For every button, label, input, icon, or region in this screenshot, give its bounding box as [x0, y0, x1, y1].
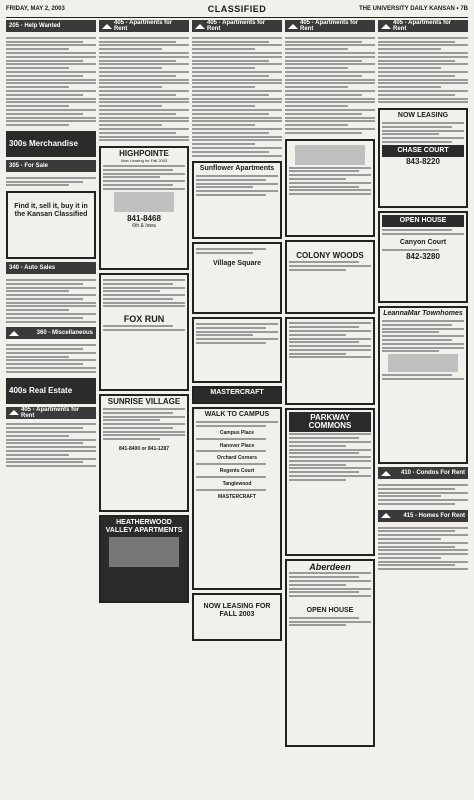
column-3: [192, 20, 282, 796]
open-house-title: OPEN HOUSE: [382, 215, 464, 227]
highpointe-phone: 841-8468: [127, 213, 161, 223]
highpointe-title: HIGHPOINTE: [119, 149, 169, 159]
columns: [6, 20, 470, 796]
leanna-mar-ad: [378, 306, 468, 464]
header-paper: THE UNIVERSITY DAILY KANSAN • 7B: [358, 6, 468, 12]
mastercraft-sub: MASTERCRAFT: [217, 493, 257, 500]
section-apts-rent-c4: 405 - Apartments for Rent: [285, 20, 375, 32]
highpointe-ad: [99, 146, 189, 270]
homes-listings-c5: [378, 525, 468, 572]
fall-leasing-title: NOW LEASING FOR FALL 2003: [203, 603, 271, 619]
misc-listings: [6, 342, 96, 374]
section-for-sale: 305 - For Sale: [6, 160, 96, 172]
colony-woods-title: COLONY WOODS: [296, 250, 364, 260]
condos-listings: [378, 482, 468, 507]
section-apts-rent-c1: 405 - Apartments for Rent: [6, 407, 96, 419]
hanover-title: Hanover Place: [219, 442, 255, 449]
heatherwood-title: HEATHERWOOD VALLEY APARTMENTS: [105, 519, 183, 535]
header-section: CLASSIFIED: [207, 4, 267, 14]
page-header: [6, 4, 468, 16]
section-condos-rent: 410 - Condos For Rent: [378, 467, 468, 479]
village-square-ad: [192, 242, 282, 314]
column-1: [6, 20, 96, 796]
aberdeen-ad: [285, 559, 375, 747]
section-apts-rent-c5: 405 - Apartments for Rent: [378, 20, 468, 32]
walk-to-campus-ad: [192, 407, 282, 590]
header-rule: [6, 17, 468, 18]
sunrise-phone: 841-8400 or 841-1287: [118, 446, 170, 453]
sunflower-title: Sunflower Apartments: [199, 165, 275, 173]
leanna-mar-title: LeannaMar Townhomes: [383, 310, 463, 318]
heatherwood-photo: [109, 537, 179, 567]
highpointe-street: 6th & Iowa: [132, 222, 156, 229]
section-miscellaneous: 360 - Miscellaneous: [6, 327, 96, 339]
aberdeen-title: Aberdeen: [309, 561, 351, 572]
aberdeen-open-house: OPEN HOUSE: [306, 607, 354, 615]
apts-listings-c5: [378, 35, 468, 105]
column-2: [99, 20, 189, 796]
apts-listings-c2: [99, 35, 189, 143]
now-leasing-ad: [192, 317, 282, 383]
section-merchandise: 300s Merchandise: [6, 131, 96, 157]
mastercraft-title: MASTERCRAFT: [210, 389, 264, 397]
section-apts-rent-c3: 405 - Apartments for Rent: [192, 20, 282, 32]
complex-photo: [295, 145, 365, 165]
highpointe-photo: [114, 192, 174, 212]
sunflower-ad: [192, 161, 282, 239]
section-auto-sales: 340 - Auto Sales: [6, 262, 96, 274]
section-homes-rent-c5: 415 - Homes For Rent: [378, 510, 468, 522]
tanglewood-title: Tanglewood: [222, 481, 252, 488]
find-it-ad: [6, 191, 96, 259]
parkway-title: PARKWAY COMMONS: [289, 412, 371, 432]
campus-place-title: Campus Place: [219, 429, 255, 436]
now-leasing-ad-c5: [378, 108, 468, 208]
help-wanted-listings: [6, 35, 96, 128]
feature-list-ad: [285, 317, 375, 405]
sunrise-title: SUNRISE VILLAGE: [107, 397, 181, 407]
highpointe-sub: Now Leasing for Fall 2003: [120, 158, 168, 164]
walk-campus-title: WALK TO CAMPUS: [204, 411, 270, 419]
chase-court-phone: 843-8220: [406, 156, 440, 166]
canyon-court-title: Canyon Court: [399, 238, 447, 246]
village-square-title: Village Square: [212, 259, 262, 267]
section-help-wanted: 205 - Help Wanted: [6, 20, 96, 32]
open-house-ad: [378, 211, 468, 303]
header-date: FRIDAY, MAY 2, 2003: [6, 6, 65, 12]
apts-listings-c4: [285, 35, 375, 136]
apts-listings-c1: [6, 422, 96, 469]
chase-court-title: CHASE COURT: [382, 145, 464, 157]
find-it-text: Find it, sell it, buy it in the Kansan Classified: [14, 203, 88, 219]
auto-sales-listings: [6, 277, 96, 324]
column-4: [285, 20, 375, 796]
mastercraft-logo: [192, 386, 282, 404]
orchard-title: Orchard Corners: [216, 455, 257, 462]
foxrun-logo: FOX RUN: [123, 314, 165, 325]
complex-ad: [285, 139, 375, 237]
apts-listings-c3: [192, 35, 282, 158]
regents-title: Regents Court: [219, 468, 255, 475]
colony-woods-ad: [285, 240, 375, 314]
now-leasing-title: NOW LEASING: [397, 112, 449, 120]
heatherwood-ad: [99, 515, 189, 603]
leanna-mar-photo: [388, 354, 458, 372]
sunrise-village-ad: [99, 394, 189, 512]
section-apts-rent-c2: 405 - Apartments for Rent: [99, 20, 189, 32]
for-sale-listings: [6, 175, 96, 188]
foxrun-ad: [99, 273, 189, 391]
section-real-estate: 400s Real Estate: [6, 378, 96, 404]
parkway-commons-ad: [285, 408, 375, 556]
column-5: [378, 20, 468, 796]
canyon-court-phone: 842-3280: [406, 252, 440, 262]
fall-leasing-ad: [192, 593, 282, 641]
